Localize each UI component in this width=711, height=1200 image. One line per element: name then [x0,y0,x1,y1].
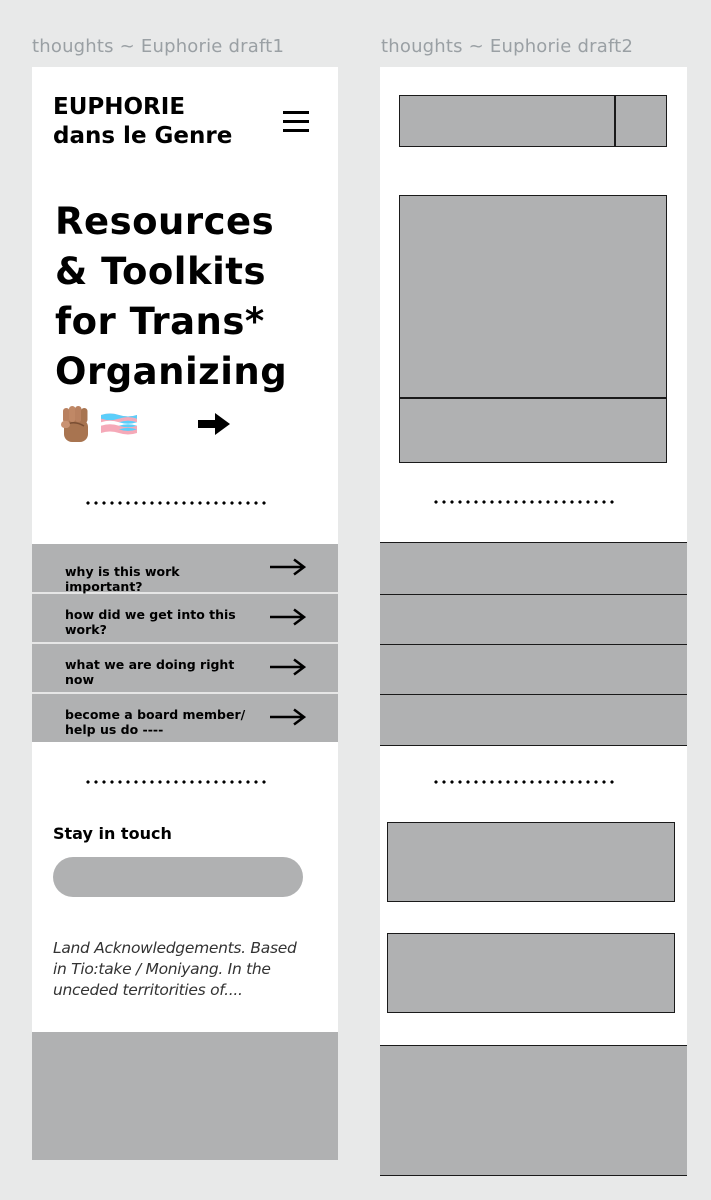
arrow-right-icon [270,658,306,676]
menu-bar-placeholder [380,644,687,695]
menu-item-why-important[interactable] [32,544,338,594]
arrow-right-icon [270,558,306,576]
menu-item-label: what we are doing right now [65,657,235,687]
hero-divider [400,397,666,399]
transgender-flag-icon [100,412,138,436]
menu-bar-placeholder [380,694,687,746]
menu-bar-placeholder [380,594,687,645]
menu-item-how-we-got-here[interactable] [32,594,338,644]
menu-item-label: why is this work important? [65,564,180,594]
brand-line-1: EUPHORIE [53,94,186,120]
menu-item-label: become a board member/ help us do ---- [65,707,246,737]
hero-line-3: for Trans* [55,300,265,343]
right-arrow-icon[interactable] [197,411,231,437]
menu-bar-placeholder [380,542,687,594]
header-placeholder [399,95,667,147]
hero-line-1: Resources [55,200,275,243]
hero-title [55,197,335,397]
arrow-right-icon [270,608,306,626]
draft1-frame [32,67,338,1160]
hero-line-4: Organizing [55,350,288,393]
dotted-divider [84,500,268,506]
menu-item-label: how did we get into this work? [65,607,236,637]
stay-in-touch-input[interactable] [53,857,303,897]
arrow-right-icon [270,708,306,726]
header-divider [614,96,616,146]
footer-placeholder [32,1032,338,1160]
menu-list [32,544,338,742]
hamburger-icon[interactable] [283,111,309,133]
dotted-divider [432,779,616,785]
menu-item-doing-right-now[interactable] [32,644,338,694]
menu-item-board-member[interactable] [32,694,338,742]
land-acknowledgement-text: Land Acknowledgements. Based in Tio:take / Moniyang. In the unceded territorities of.... [53,939,297,999]
draft2-frame [380,67,687,1176]
frame-label-draft1: thoughts ~ Euphorie draft1 [32,36,285,57]
footer-placeholder [380,1045,687,1176]
frame-label-draft2: thoughts ~ Euphorie draft2 [381,36,634,57]
hero-image-placeholder [399,195,667,463]
brand-logo[interactable] [53,93,232,151]
dotted-divider [432,499,616,505]
content-box-placeholder [387,933,675,1013]
raised-fist-icon [58,405,92,443]
dotted-divider [84,779,268,785]
content-box-placeholder [387,822,675,902]
hero-line-2: & Toolkits [55,250,266,293]
brand-line-2: dans le Genre [53,123,233,149]
stay-in-touch-heading: Stay in touch [53,824,172,843]
